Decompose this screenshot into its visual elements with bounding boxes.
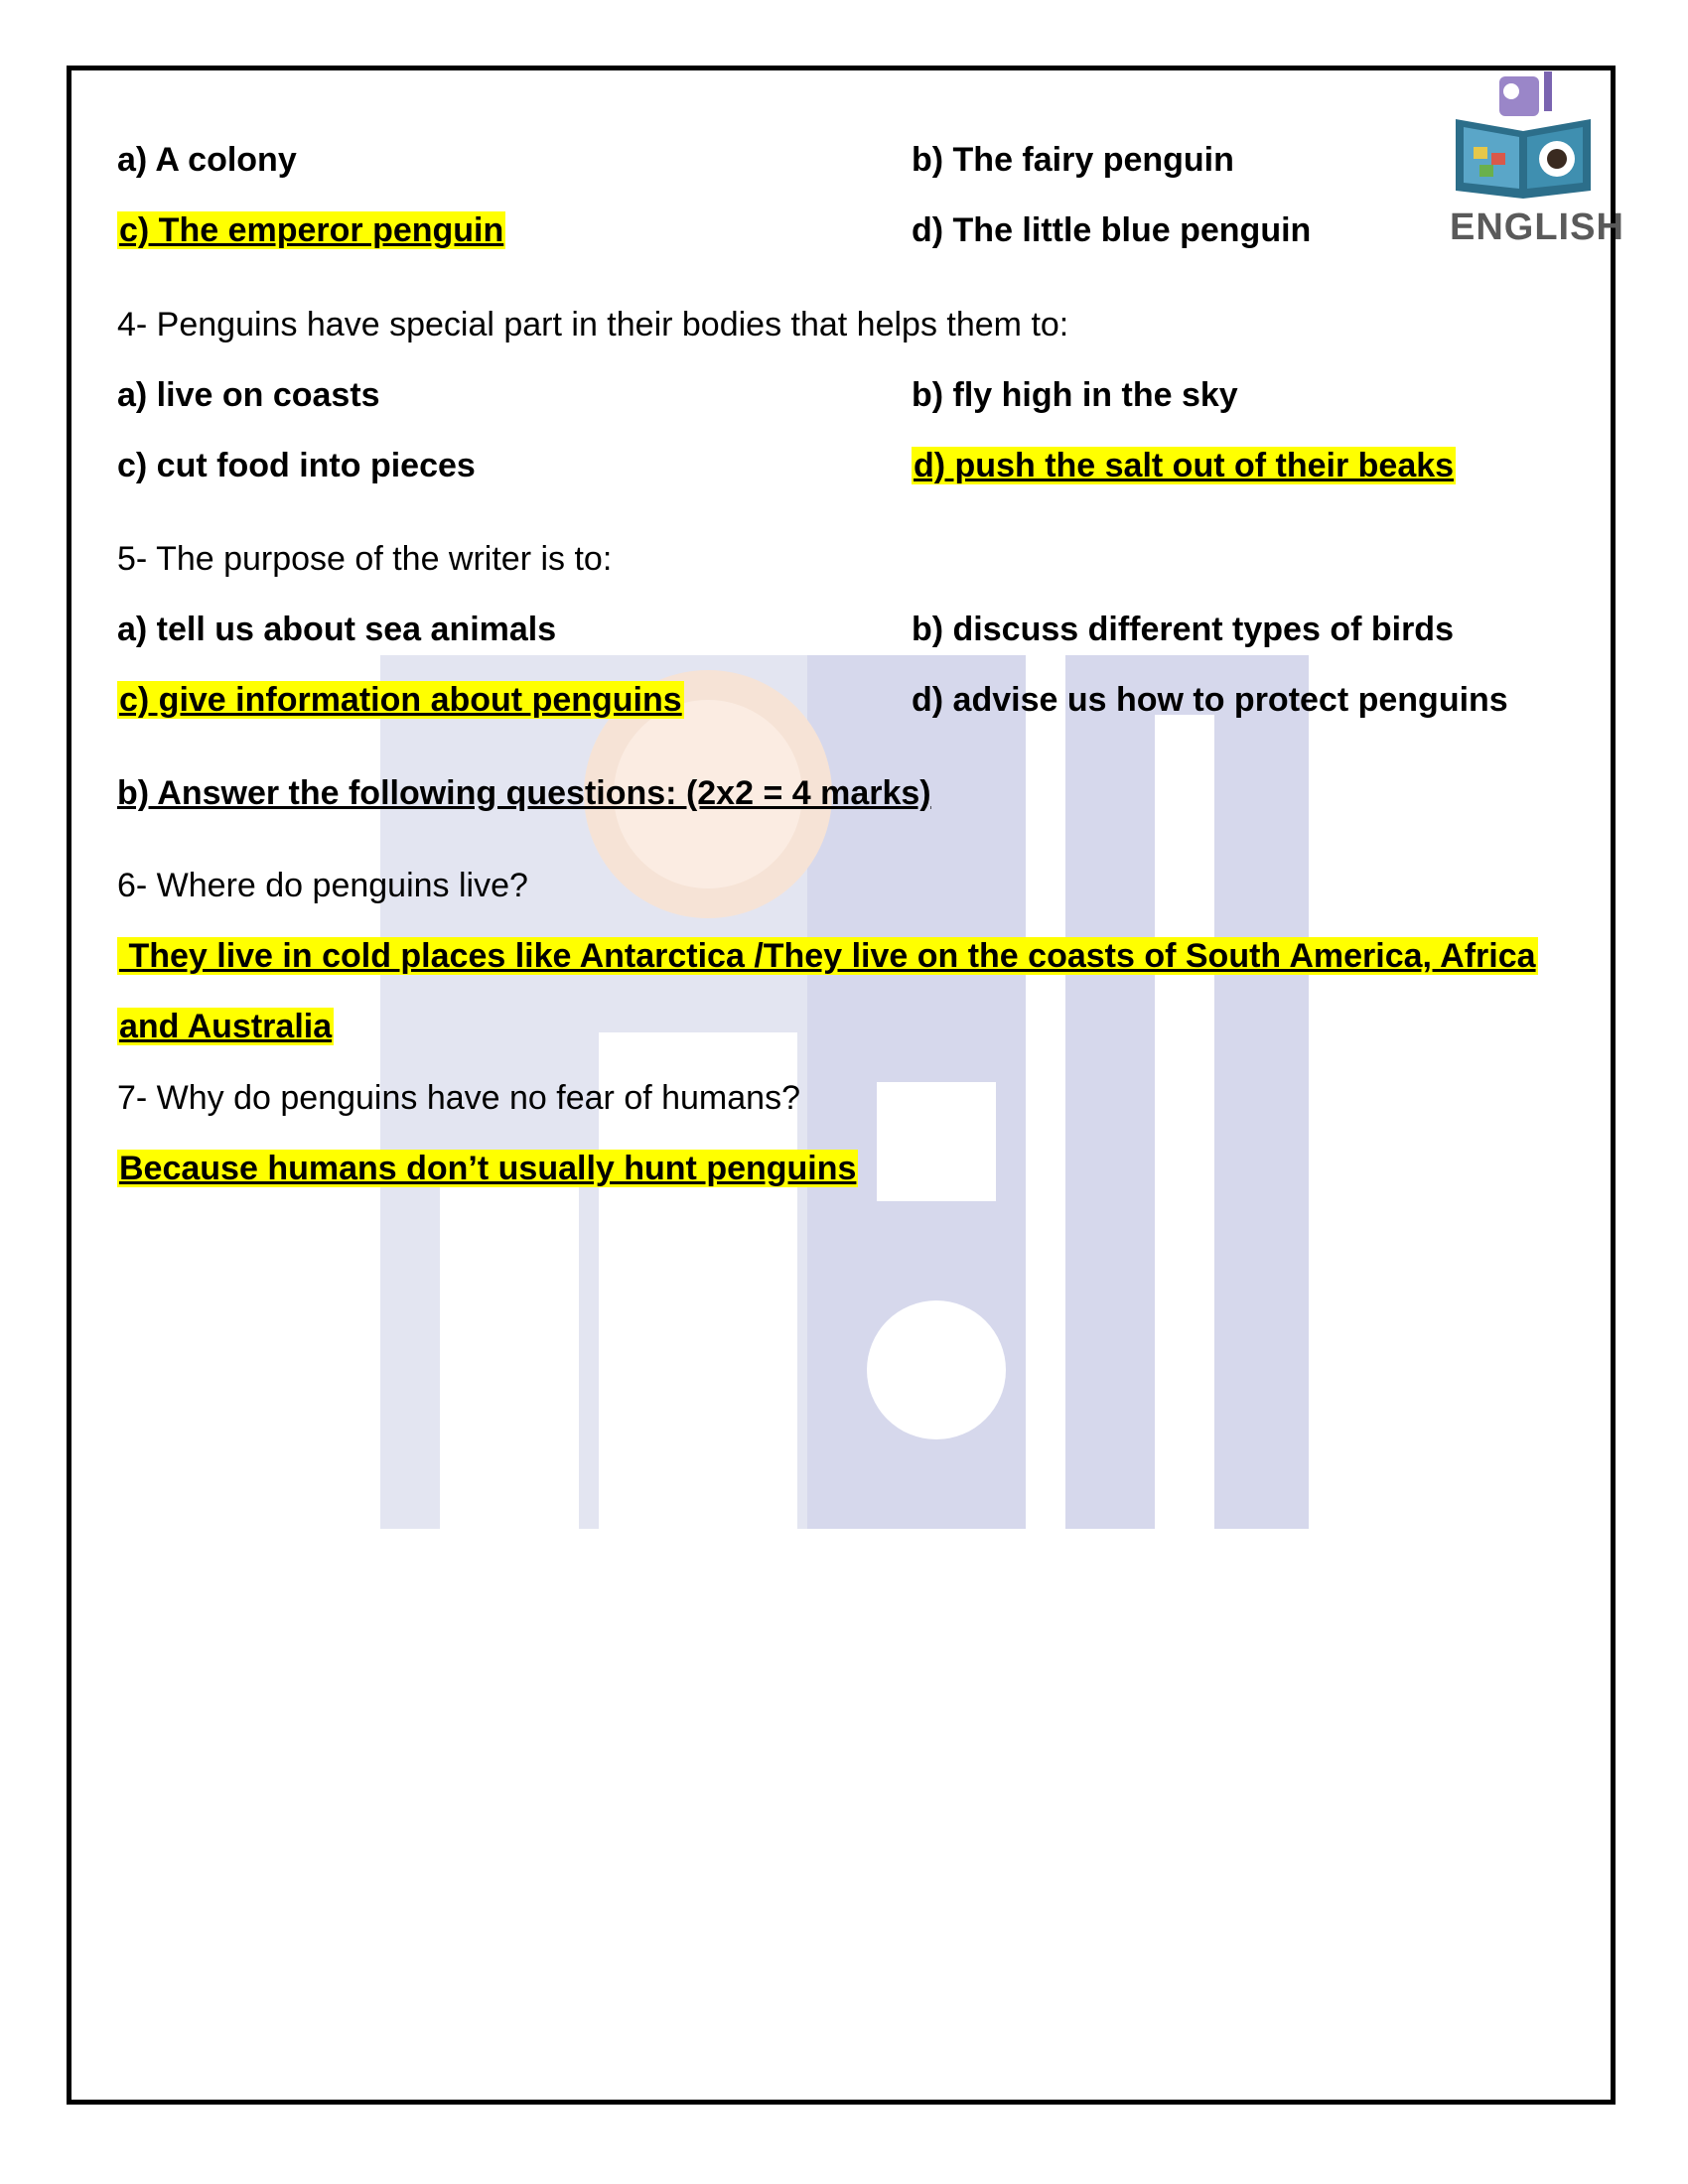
q6-stem: 6- Where do penguins live? bbox=[117, 867, 528, 904]
q4-option-d-answer bbox=[912, 444, 1456, 487]
q3-option-b: b) The fairy penguin bbox=[912, 141, 1234, 179]
section-b-heading: b) Answer the following questions: (2x2 = 4 marks) bbox=[117, 774, 931, 812]
q4-option-c: c) cut food into pieces bbox=[117, 447, 476, 484]
q7-answer-text: Because humans don’t usually hunt penguins bbox=[119, 1150, 857, 1187]
english-logo bbox=[1450, 71, 1624, 250]
book-icon bbox=[1450, 71, 1597, 201]
logo-text: ENGLISH bbox=[1450, 206, 1624, 248]
q6-answer-line2-text: and Australia bbox=[119, 1008, 333, 1045]
q3-option-c-answer bbox=[117, 208, 505, 252]
q4-stem: 4- Penguins have special part in their bodies that helps them to: bbox=[117, 306, 1069, 343]
q5-option-d: d) advise us how to protect penguins bbox=[912, 681, 1508, 719]
q3-option-a: a) A colony bbox=[117, 141, 297, 179]
q4-option-b: b) fly high in the sky bbox=[912, 376, 1238, 414]
q6-answer-line1-text: They live in cold places like Antarctica /They live on the coasts of South America, Africa bbox=[119, 937, 1536, 975]
q5-stem: 5- The purpose of the writer is to: bbox=[117, 540, 613, 578]
q7-answer bbox=[117, 1147, 858, 1190]
q6-answer-line2 bbox=[117, 1005, 334, 1048]
q3-option-d: d) The little blue penguin bbox=[912, 211, 1312, 249]
q6-answer-line1 bbox=[117, 934, 1538, 978]
q3-option-c-text: c) The emperor penguin bbox=[119, 211, 504, 249]
q5-option-c-answer bbox=[117, 678, 684, 722]
q4-option-d-text: d) push the salt out of their beaks bbox=[914, 447, 1455, 484]
q5-option-c-text: c) give information about penguins bbox=[119, 681, 682, 719]
q5-option-a: a) tell us about sea animals bbox=[117, 611, 557, 648]
q5-option-b: b) discuss different types of birds bbox=[912, 611, 1454, 648]
q7-stem: 7- Why do penguins have no fear of humans? bbox=[117, 1079, 800, 1117]
q4-option-a: a) live on coasts bbox=[117, 376, 380, 414]
